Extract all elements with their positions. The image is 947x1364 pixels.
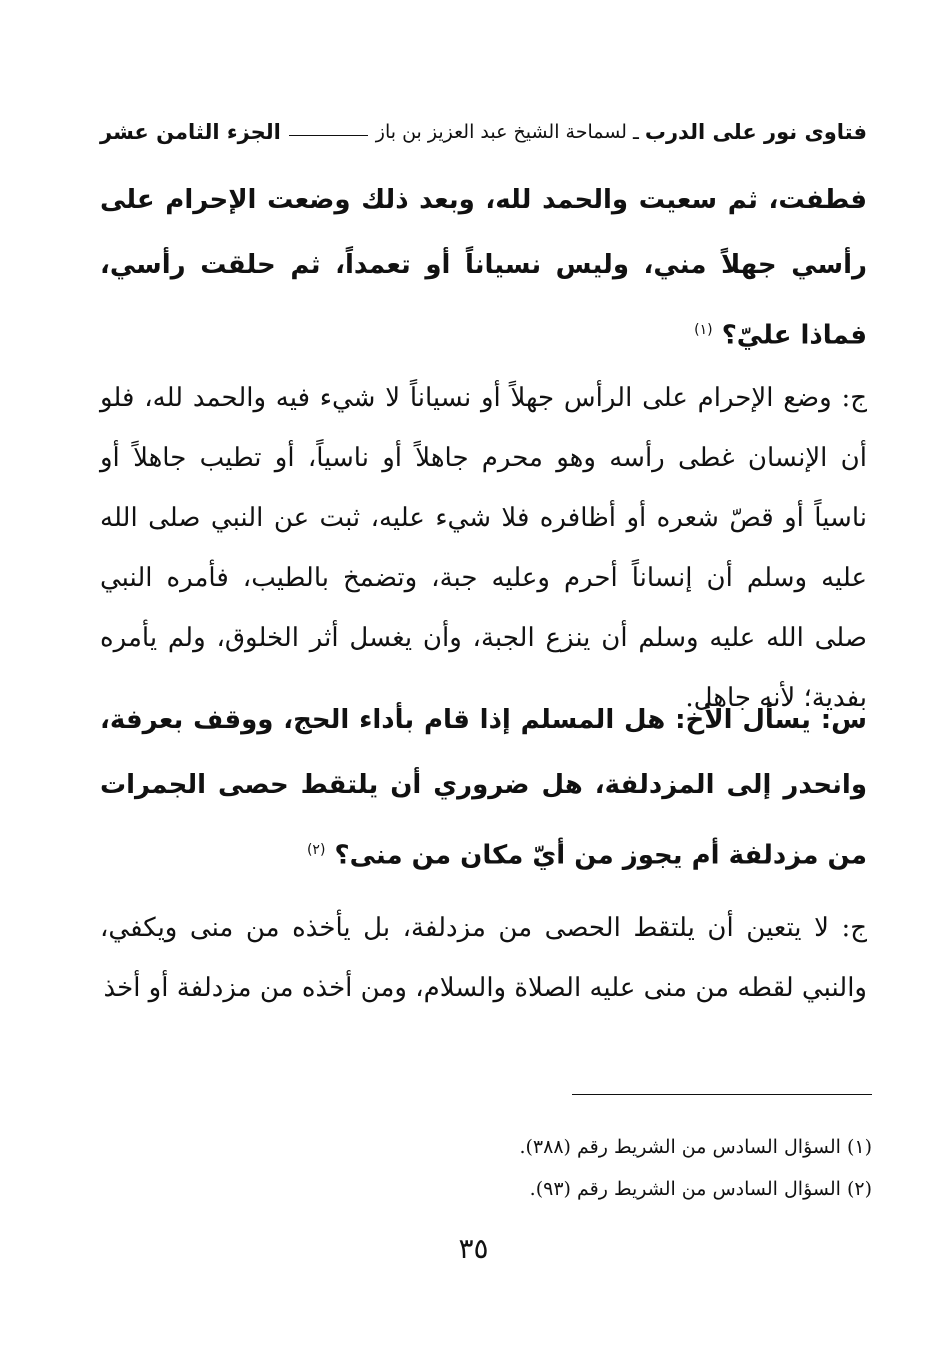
footnote-2: (٢) السؤال السادس من الشريط رقم (٩٣). bbox=[529, 1178, 872, 1200]
footnote-divider bbox=[572, 1094, 872, 1095]
page-number: ٣٥ bbox=[458, 1232, 489, 1265]
answer-paragraph bbox=[100, 368, 867, 728]
header-rule bbox=[289, 135, 368, 136]
footnote-ref: (٢) bbox=[306, 842, 326, 858]
answer-text: ج: لا يتعين أن يلتقط الحصى من مزدلفة، بل يأخذه من منى ويكفي، والنبي لقطه من منى عليه الصلاة والسلام، ومن أخذه من مزدلفة أو أخذ bbox=[100, 913, 867, 1003]
book-title: فتاوى نور على الدرب bbox=[644, 120, 867, 144]
volume-part: الجزء الثامن عشر bbox=[100, 120, 281, 144]
footnote-1: (١) السؤال السادس من الشريط رقم (٣٨٨). bbox=[519, 1136, 872, 1158]
footnote-ref: (١) bbox=[694, 322, 713, 338]
question-paragraph bbox=[100, 688, 867, 889]
answer-text: ج: وضع الإحرام على الرأس جهلاً أو نسياناً لا شيء فيه والحمد لله، فلو أن الإنسان غطى رأسه وهو محرم جاهلاً أو ناسياً، أو تطيب جاهلاً أو ناسياً أو قصّ شعره أو أظافره فلا شيء عليه، ثبت عن النبي صلى الله عليه وسلم أن إنساناً أحرم وعليه جبة، وتضمخ بالطيب، فأمره النبي صلى الله عليه وسلم أن ينزع الجبة، وأن يغسل أثر الخلوق، ولم يأمره بفدية؛ لأنه جاهل. bbox=[100, 383, 867, 713]
footnotes bbox=[100, 1126, 872, 1210]
question-continued bbox=[100, 168, 867, 369]
author-name: لسماحة الشيخ عبد العزيز بن باز bbox=[375, 121, 627, 143]
answer-paragraph bbox=[100, 898, 867, 1018]
question-text: فطفت، ثم سعيت والحمد لله، وبعد ذلك وضعت الإحرام على رأسي جهلاً مني، وليس نسياناً أو تعمداً، ثم حلقت رأسي، فماذا عليّ؟ bbox=[100, 185, 867, 351]
header-separator: ـ bbox=[632, 120, 639, 144]
running-header bbox=[100, 112, 867, 152]
question-text: س: يسأل الأخ: هل المسلم إذا قام بأداء الحج، ووقف بعرفة، وانحدر إلى المزدلفة، هل ضروري أن يلتقط حصى الجمرات من مزدلفة أم يجوز من أيّ مكان من منى؟ bbox=[100, 705, 867, 871]
